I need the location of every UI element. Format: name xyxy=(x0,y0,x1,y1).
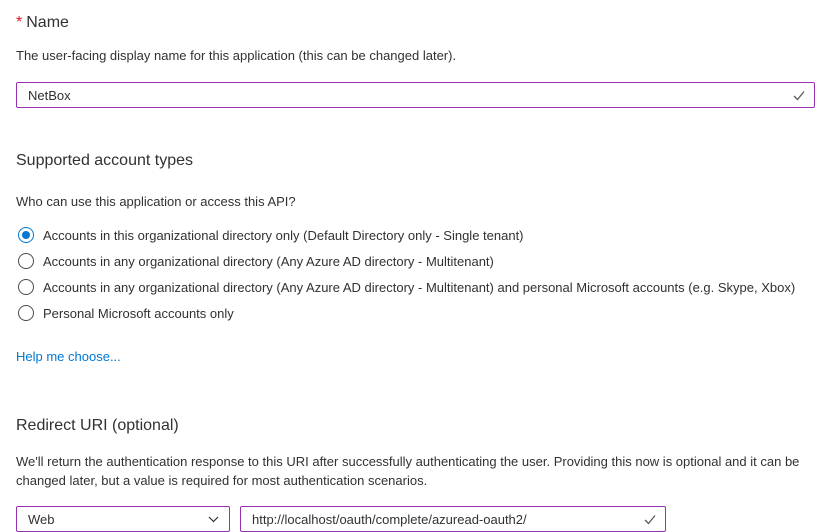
name-section xyxy=(16,12,815,108)
redirect-uri-title: Redirect URI (optional) xyxy=(16,417,179,434)
redirect-uri-input[interactable] xyxy=(241,507,665,531)
account-types-title: Supported account types xyxy=(16,152,194,169)
redirect-uri-input-wrapper xyxy=(240,506,666,532)
check-icon xyxy=(643,512,657,526)
radio-option-label: Accounts in any organizational directory (Any Azure AD directory - Multitenant) and personal Microsoft accounts (e.g. Skype, Xbox) xyxy=(43,279,796,295)
radio-option-multitenant[interactable] xyxy=(16,248,815,274)
name-description: The user-facing display name for this application (this can be changed later). xyxy=(16,48,457,63)
radio-option-personal-only[interactable] xyxy=(16,300,815,326)
radio-option-multitenant-personal[interactable] xyxy=(16,274,815,300)
account-types-question: Who can use this application or access this API? xyxy=(16,194,296,209)
radio-option-label: Personal Microsoft accounts only xyxy=(43,305,234,321)
name-section-title xyxy=(16,12,815,33)
radio-option-single-tenant[interactable] xyxy=(16,222,815,248)
name-input-wrapper xyxy=(16,82,815,108)
radio-option-label: Accounts in any organizational directory (Any Azure AD directory - Multitenant) xyxy=(43,253,494,269)
radio-button-icon[interactable] xyxy=(18,253,34,269)
check-icon xyxy=(792,88,806,102)
account-types-radio-group xyxy=(16,222,815,326)
name-input[interactable] xyxy=(17,83,814,107)
radio-option-label: Accounts in this organizational directory only (Default Directory only - Single tenant) xyxy=(43,227,524,243)
account-types-section xyxy=(16,150,815,366)
radio-button-icon[interactable] xyxy=(18,279,34,295)
name-title-text: Name xyxy=(26,14,69,31)
radio-button-icon[interactable] xyxy=(18,227,34,243)
radio-button-icon[interactable] xyxy=(18,305,34,321)
platform-selected-value: Web xyxy=(28,511,55,527)
required-asterisk: * xyxy=(16,14,23,31)
redirect-uri-description: We'll return the authentication response to this URI after successfully authenticating the user. Providing this now is optional and it can be changed later, but a value is required for most authentication scenarios. xyxy=(16,454,800,488)
help-me-choose-link[interactable]: Help me choose... xyxy=(16,349,121,364)
platform-select-dropdown[interactable] xyxy=(16,506,230,532)
chevron-down-icon xyxy=(207,513,220,526)
redirect-uri-controls xyxy=(16,506,815,532)
redirect-uri-section xyxy=(16,415,815,532)
